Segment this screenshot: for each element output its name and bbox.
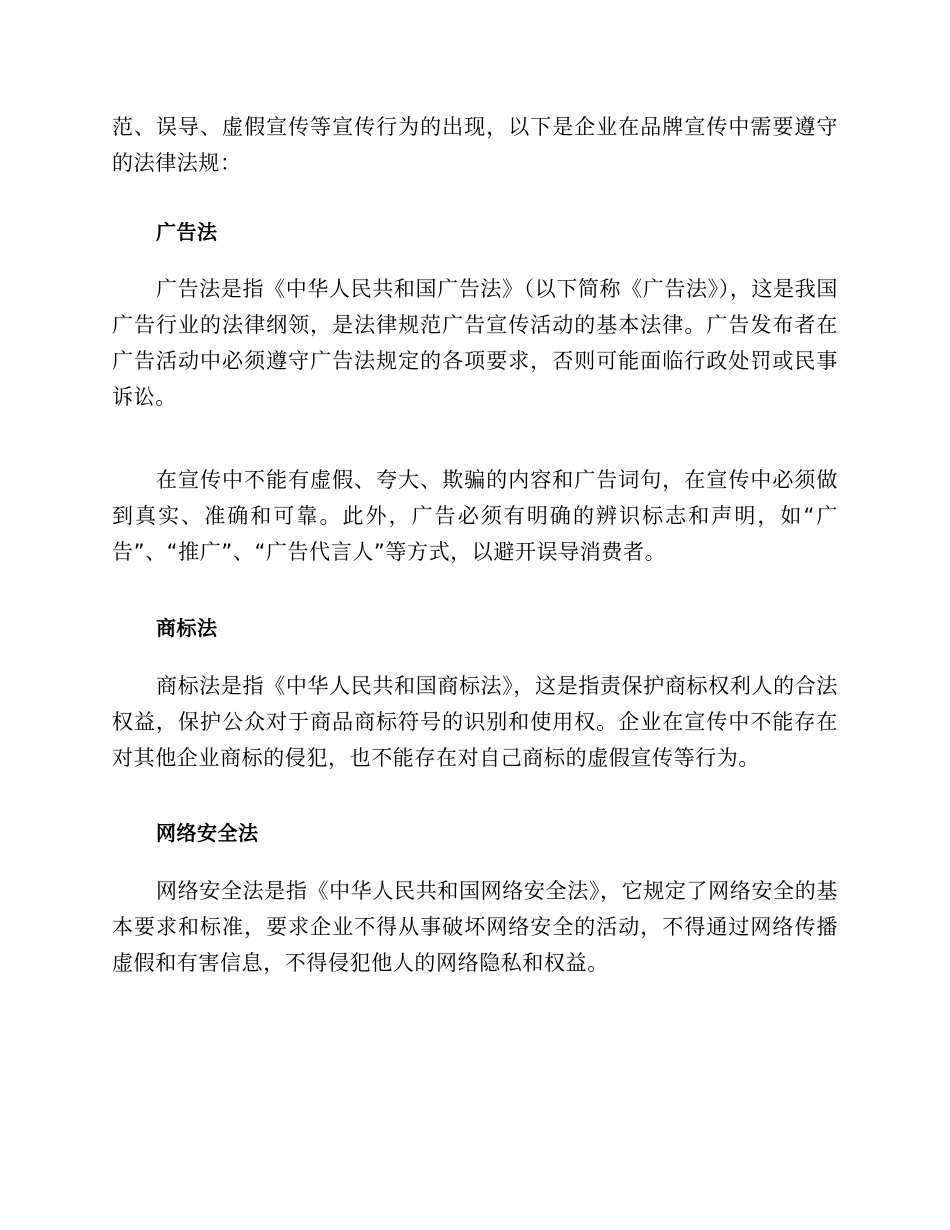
intro-paragraph: 范、误导、虚假宣传等宣传行为的出现，以下是企业在品牌宣传中需要遵守的法律法规： [112,115,838,175]
advertising-law-paragraph-2: 在宣传中不能有虚假、夸大、欺骗的内容和广告词句，在宣传中必须做到真实、准确和可靠。此外，广告必须有明确的辨识标志和声明，如“广告”、“推广”、“广告代言人”等方式，以避开误导消费者。 [112,468,838,564]
trademark-law-paragraph: 商标法是指《中华人民共和国商标法》，这是指责保护商标权利人的合法权益，保护公众对于商品商标符号的识别和使用权。企业在宣传中不能存在对其他企业商标的侵犯，也不能存在对自己商标的虚假宣传等行为。 [112,674,838,770]
section-heading-advertising-law: 广告法 [156,220,218,244]
section-heading-trademark-law: 商标法 [156,616,218,640]
cybersecurity-law-paragraph: 网络安全法是指《中华人民共和国网络安全法》，它规定了网络安全的基本要求和标准，要求企业不得从事破坏网络安全的活动，不得通过网络传播虚假和有害信息，不得侵犯他人的网络隐私和权益。 [112,879,838,975]
advertising-law-paragraph-1: 广告法是指《中华人民共和国广告法》（以下简称《广告法》），这是我国广告行业的法律纲领，是法律规范广告宣传活动的基本法律。广告发布者在广告活动中必须遵守广告法规定的各项要求，否则可能面临行政处罚或民事诉讼。 [112,277,838,409]
section-heading-cybersecurity-law: 网络安全法 [156,821,259,845]
